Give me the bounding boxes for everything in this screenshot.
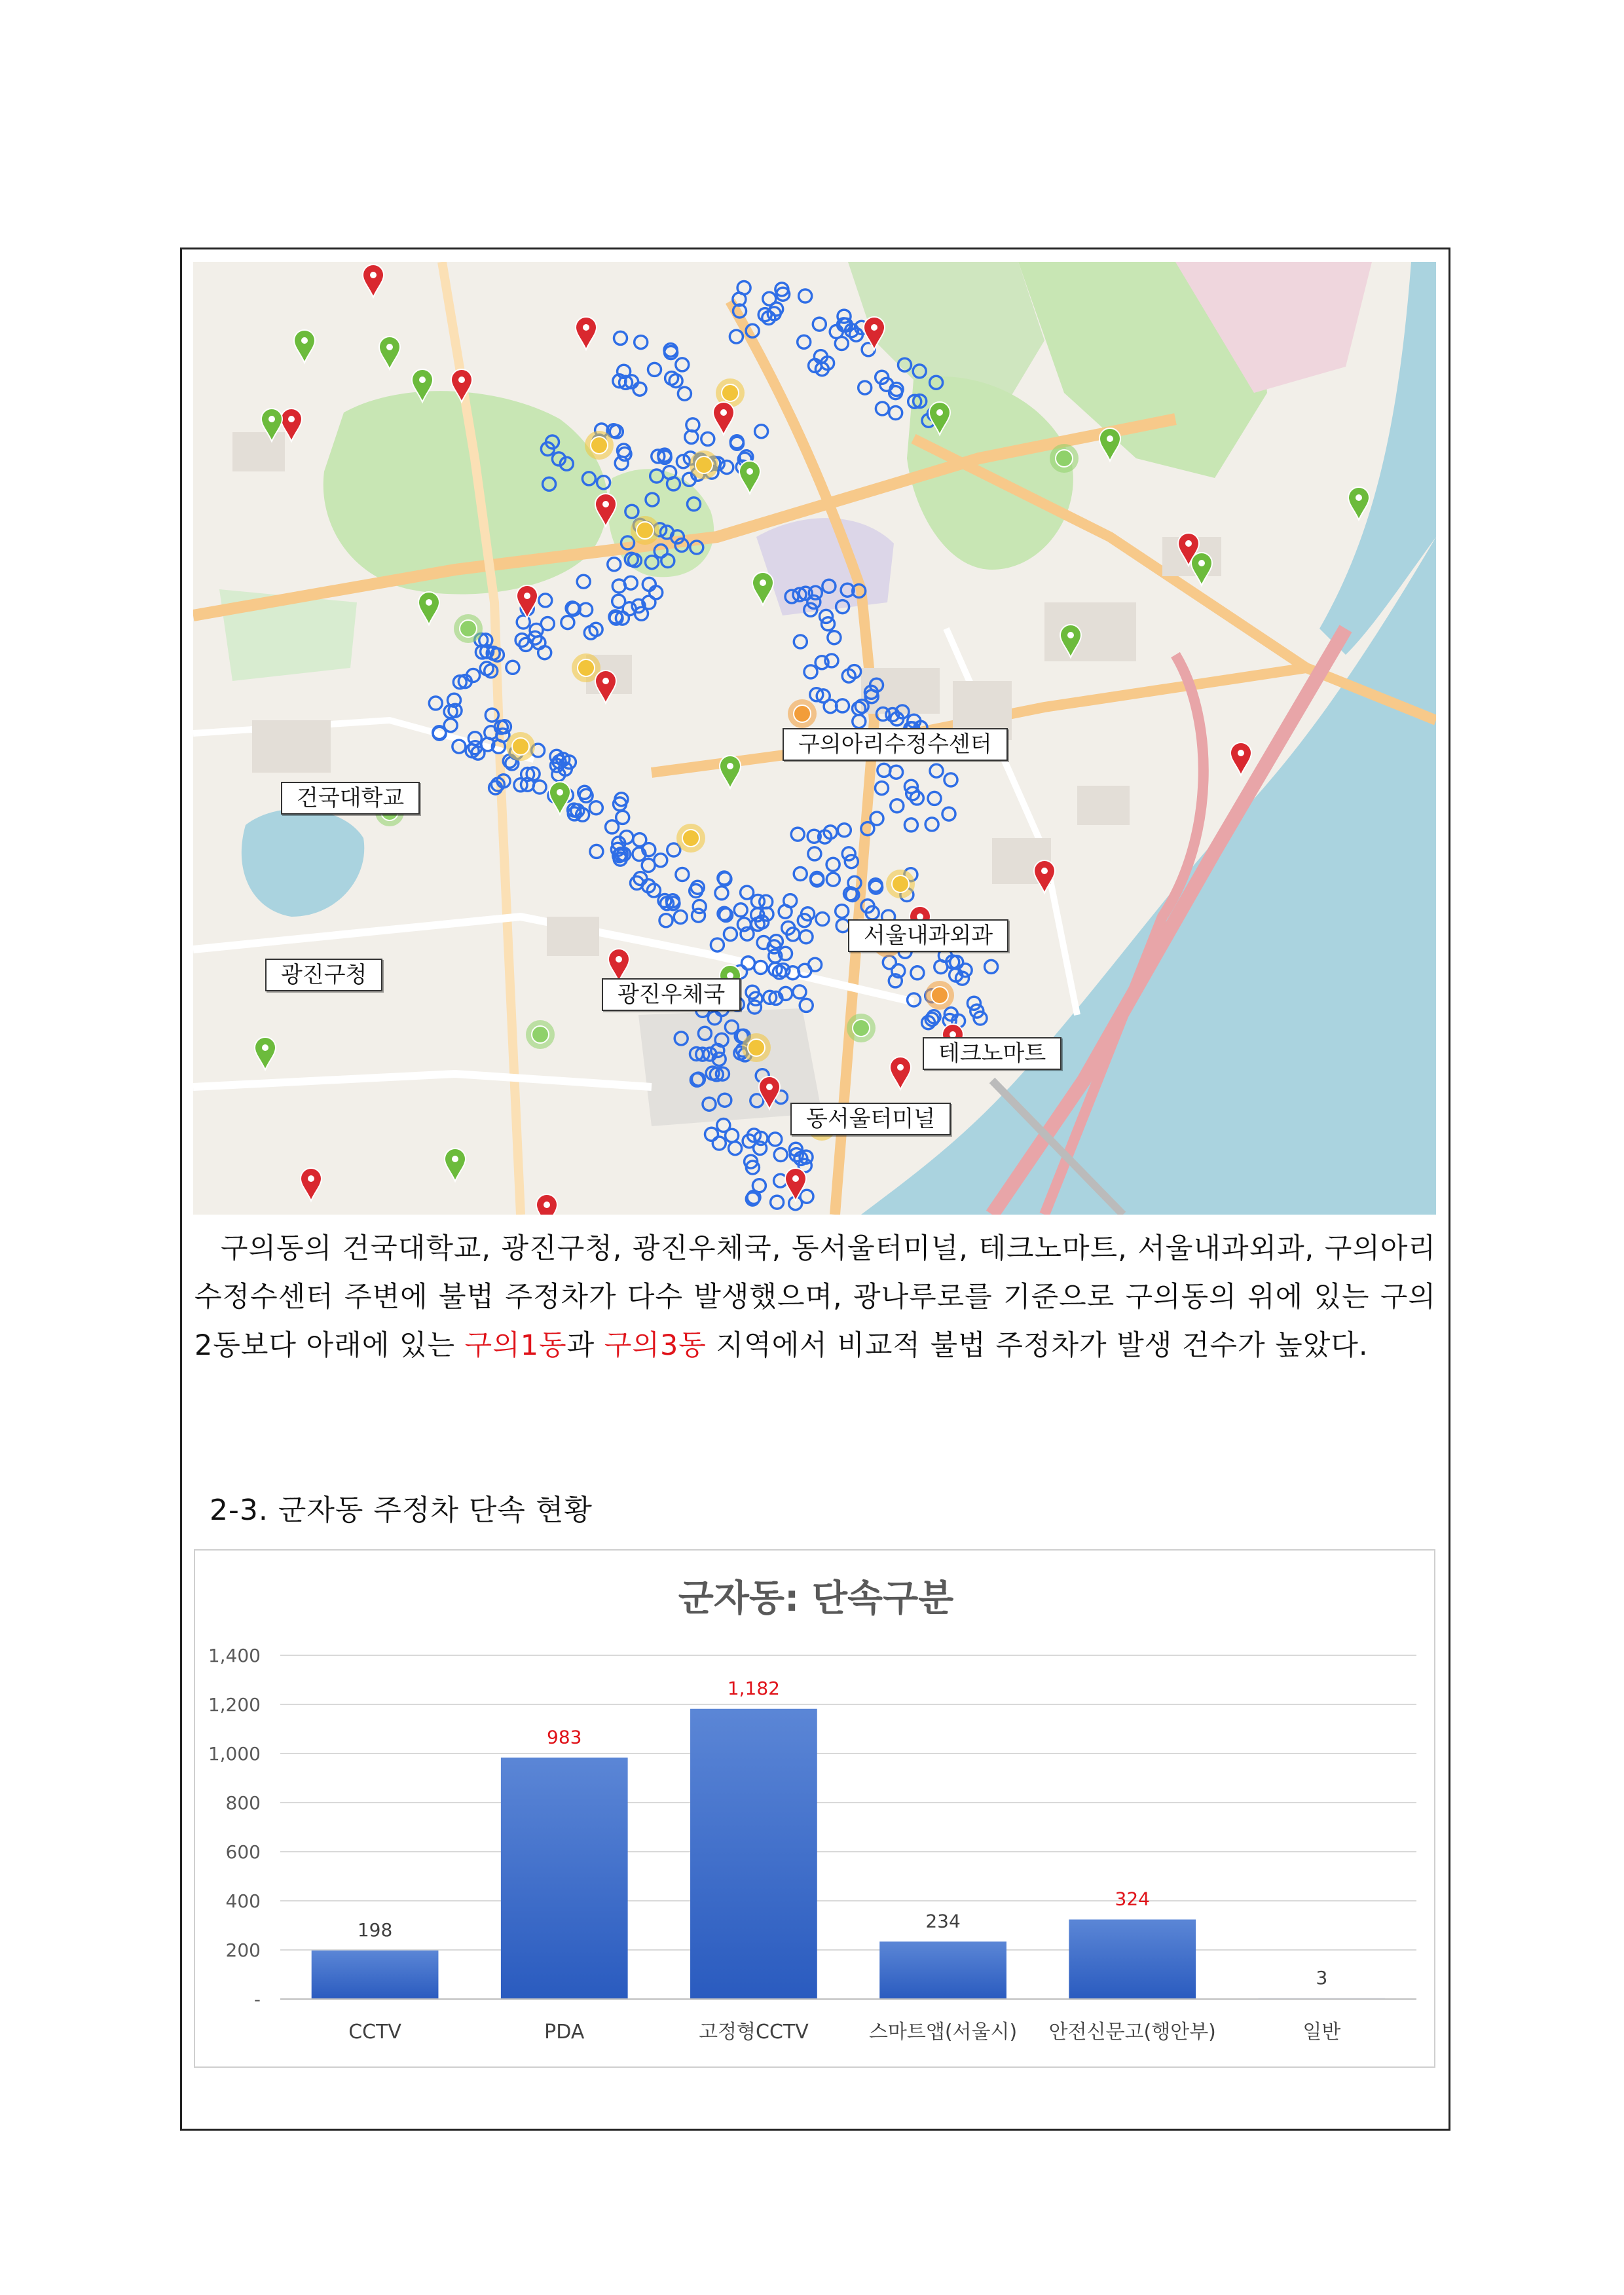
description-paragraph	[194, 1224, 1436, 1370]
green-pin-icon	[255, 1037, 276, 1070]
landmark-pin-icon	[576, 317, 597, 350]
green-pin-icon-center	[727, 763, 733, 769]
violation-dot	[705, 1128, 718, 1141]
landmark-pin-icon-center	[766, 1084, 773, 1090]
callout-seoul-clinic: 서울내과외과	[848, 919, 1008, 952]
violation-dot	[648, 363, 661, 376]
violation-dot	[942, 807, 955, 820]
landmark-pin-icon-center	[1185, 540, 1192, 547]
violation-dot	[667, 843, 680, 856]
violation-dot	[769, 1133, 782, 1146]
bar-value-label: 3	[1316, 1966, 1328, 1989]
callout-techno-mart: 테크노마트	[923, 1037, 1061, 1070]
bar-chart	[195, 1551, 1437, 2069]
violation-dot	[676, 868, 689, 881]
cluster-dot	[591, 437, 608, 454]
violation-dot	[944, 773, 957, 786]
landmark-pin-icon-center	[602, 678, 609, 684]
landmark-pin-icon-center	[602, 501, 609, 507]
green-pin-icon-center	[557, 789, 563, 796]
violation-dot	[726, 1129, 739, 1142]
green-pin-icon	[1191, 553, 1212, 585]
landmark-pin-icon	[785, 1168, 806, 1201]
landmark-pin-icon-center	[370, 272, 377, 278]
cluster-dot	[931, 987, 948, 1004]
road-minor-2	[193, 1074, 652, 1087]
landmark-pin-icon-center	[792, 1175, 799, 1182]
violation-dot	[654, 854, 667, 867]
green-pin-icon	[752, 572, 773, 605]
cluster-dot	[695, 456, 712, 473]
violation-dot	[925, 818, 938, 831]
cluster-dot	[794, 705, 811, 722]
x-category-label: 스마트앱(서울시)	[868, 2021, 1018, 2044]
landmark-pin-icon-center	[458, 376, 465, 383]
bar-0	[312, 1951, 439, 1999]
violation-dot	[577, 575, 590, 588]
green-pin-icon	[720, 756, 741, 788]
violation-dot	[755, 425, 768, 438]
violation-dot	[715, 887, 728, 900]
chart-container	[194, 1549, 1435, 2068]
violation-dot	[828, 631, 841, 644]
violation-dot	[659, 914, 673, 927]
callout-konkuk-university: 건국대학교	[281, 782, 420, 815]
landmark-pin-icon-center	[524, 593, 530, 599]
violation-map	[193, 262, 1436, 1215]
violation-dot	[985, 960, 998, 973]
green-pin-icon-center	[1107, 435, 1113, 442]
green-pin-icon-center	[426, 599, 432, 606]
violation-dot	[928, 792, 941, 805]
violation-dot	[642, 578, 655, 591]
violation-dot	[674, 911, 687, 924]
green-pin-icon-center	[419, 376, 426, 383]
chart-title: 군자동: 단속구분	[678, 1577, 954, 1620]
landmark-pin-icon-center	[288, 416, 295, 422]
green-pin-icon-center	[1067, 632, 1074, 638]
violation-dot	[589, 801, 602, 815]
green-pin-icon	[379, 337, 400, 369]
green-pin-icon	[739, 461, 760, 494]
violation-dot	[877, 763, 891, 777]
cluster-dot	[1056, 450, 1073, 467]
landmark-pin-icon-center	[544, 1202, 550, 1208]
landmark-pin-icon-center	[871, 324, 877, 331]
violation-dot	[799, 289, 812, 303]
x-category-label: PDA	[544, 2021, 585, 2044]
y-tick-label: 1,000	[208, 1743, 261, 1765]
y-tick-label: -	[253, 1989, 261, 2010]
bar-1	[501, 1757, 628, 1999]
violation-dot	[614, 331, 627, 344]
y-tick-label: 1,400	[208, 1645, 261, 1666]
y-tick-label: 400	[225, 1890, 261, 1912]
cluster-dot	[578, 659, 595, 676]
violation-dot	[800, 930, 813, 944]
violation-dot	[771, 1196, 784, 1209]
green-pin-icon-center	[268, 416, 275, 422]
cluster-dot	[532, 1026, 549, 1043]
bar-value-label: 234	[925, 1910, 961, 1932]
bar-value-label: 1,182	[727, 1677, 781, 1699]
violation-dot	[842, 847, 855, 860]
cluster-dot	[748, 1039, 765, 1056]
landmark-pin-icon-center	[720, 409, 727, 416]
violation-dot	[701, 432, 714, 445]
violation-dot	[760, 895, 773, 908]
violation-dot	[816, 913, 829, 926]
violation-dot	[808, 847, 821, 860]
green-pin-icon	[445, 1148, 466, 1181]
violation-dot	[724, 928, 737, 941]
bar-value-label: 983	[547, 1726, 582, 1748]
green-pin-icon	[418, 592, 439, 625]
green-pin-icon-center	[936, 409, 943, 416]
green-pin-icon-center	[760, 579, 766, 586]
violation-dot	[729, 330, 743, 343]
cluster-dot	[722, 384, 739, 401]
violation-dot	[826, 858, 840, 871]
y-tick-label: 800	[225, 1792, 261, 1814]
violation-dot	[934, 961, 948, 974]
green-pin-icon	[1099, 428, 1120, 461]
violation-dot	[876, 782, 889, 795]
landmark-pin-icon	[608, 949, 629, 982]
violation-dot	[800, 999, 813, 1012]
callout-east-seoul-terminal: 동서울터미널	[790, 1103, 951, 1135]
paragraph-text-2: 과	[566, 1329, 604, 1362]
violation-dot	[676, 358, 689, 371]
violation-dot	[858, 381, 872, 394]
violation-dot	[710, 938, 724, 951]
green-pin-icon-center	[1356, 494, 1362, 501]
cluster-dot	[892, 875, 909, 892]
y-tick-label: 600	[225, 1841, 261, 1863]
green-pin-icon	[1348, 487, 1369, 520]
callout-gwangjin-post-office: 광진우체국	[602, 978, 741, 1011]
violation-dot	[729, 1142, 742, 1155]
violation-dot	[779, 905, 792, 918]
violation-dot	[623, 602, 636, 615]
violation-dot	[889, 407, 902, 420]
cluster-dot	[682, 830, 699, 847]
violation-dot	[633, 382, 646, 395]
area-purple	[756, 518, 894, 615]
violation-dot	[669, 375, 682, 388]
violation-dot	[763, 292, 776, 305]
bar-4	[1069, 1920, 1196, 2000]
cluster-dot	[637, 522, 654, 539]
violation-dot	[804, 665, 817, 678]
landmark-pin-icon-center	[583, 324, 589, 331]
bar-value-label: 198	[357, 1919, 393, 1941]
landmark-pin-icon	[890, 1057, 911, 1090]
violation-dot	[891, 799, 904, 813]
violation-dot	[734, 904, 747, 917]
paragraph-text-1: 구의동의 건국대학교, 광진구청, 광진우체국, 동서울터미널, 테크노마트, 서울내과외과, 구의아리수정수센터 주변에 불법 주정차가 다수 발생했으며, 광나루로를 기준으로 구의동의 위에 있는 구의2동보다 아래에 있는	[194, 1232, 1436, 1362]
violation-dot	[793, 985, 806, 999]
landmark-pin-icon	[595, 670, 616, 703]
violation-dot	[506, 661, 519, 674]
violation-dot	[853, 715, 866, 728]
violation-dot	[692, 909, 705, 922]
cluster-dot	[853, 1019, 870, 1037]
violation-dot	[794, 635, 807, 648]
highlight-guui1: 구의1동	[464, 1329, 567, 1362]
bar-3	[879, 1941, 1006, 1999]
violation-dot	[836, 905, 849, 918]
cluster-dot	[512, 738, 529, 755]
violation-dot	[533, 780, 546, 794]
violation-dot	[845, 855, 858, 868]
violation-dot	[890, 765, 903, 779]
violation-dot	[904, 818, 917, 832]
violation-dot	[712, 1137, 726, 1150]
violation-dot	[930, 764, 943, 777]
bar-value-label: 324	[1115, 1888, 1150, 1910]
callout-guui-water-center: 구의아리수정수센터	[783, 728, 1008, 761]
landmark-pin-icon-center	[1238, 750, 1244, 756]
violation-dot	[608, 558, 621, 571]
violation-dot	[561, 616, 574, 629]
violation-dot	[794, 868, 807, 881]
violation-dot	[822, 617, 835, 631]
violation-dot	[606, 820, 619, 834]
violation-dot	[876, 402, 889, 415]
violation-dot	[752, 1179, 766, 1192]
landmark-pin-icon	[301, 1168, 322, 1201]
violation-dot	[612, 579, 625, 593]
violation-dot	[774, 1148, 787, 1162]
violation-dot	[800, 1190, 813, 1203]
callout-gwangjin-office: 광진구청	[265, 959, 382, 991]
violation-dot	[838, 824, 851, 837]
violation-dot	[541, 617, 554, 631]
green-pin-icon	[294, 330, 315, 363]
violation-dot	[616, 811, 629, 824]
violation-dot	[798, 335, 811, 348]
section-title: 2-3. 군자동 주정차 단속 현황	[210, 1494, 593, 1527]
landmark-pin-icon	[1230, 743, 1251, 775]
violation-dot	[678, 387, 691, 400]
violation-dot	[826, 873, 840, 886]
y-tick-label: 200	[225, 1939, 261, 1961]
violation-dot	[635, 336, 648, 349]
landmark-pin-icon-center	[616, 956, 622, 963]
x-category-label: 일반	[1302, 2021, 1341, 2044]
violation-dot	[539, 594, 552, 607]
lake-ilgam	[242, 809, 364, 917]
landmark-pin-icon	[713, 402, 734, 435]
violation-dot	[791, 828, 804, 841]
landmark-pin-icon	[363, 265, 384, 297]
violation-dot	[538, 646, 551, 659]
green-pin-icon-center	[747, 468, 753, 475]
green-pin-icon-center	[386, 344, 393, 350]
landmark-pin-icon-center	[308, 1175, 314, 1182]
violation-dot	[911, 966, 924, 980]
highlight-guui3: 구의3동	[604, 1329, 707, 1362]
x-category-label: 안전신문고(행안부)	[1048, 2021, 1216, 2044]
x-category-label: 고정형CCTV	[699, 2021, 809, 2044]
violation-dot	[737, 282, 750, 295]
paragraph-text-3: 지역에서 비교적 불법 주정차가 발생 건수가 높았다.	[706, 1329, 1369, 1362]
violation-dot	[967, 997, 980, 1010]
bar-2	[690, 1709, 817, 1999]
cluster-dot	[460, 620, 477, 637]
green-pin-icon-center	[301, 337, 308, 344]
green-pin-icon-center	[1198, 560, 1205, 566]
green-pin-icon-center	[452, 1156, 458, 1162]
landmark-pin-icon-center	[1041, 868, 1048, 874]
x-category-label: CCTV	[348, 2021, 401, 2044]
y-tick-label: 1,200	[208, 1694, 261, 1716]
violation-dot	[590, 845, 603, 858]
landmark-pin-icon	[517, 585, 538, 618]
green-pin-icon-center	[262, 1044, 268, 1051]
violation-dot	[838, 310, 851, 323]
violation-dot	[813, 318, 826, 331]
violation-dot	[429, 697, 442, 710]
landmark-pin-icon-center	[897, 1064, 904, 1071]
